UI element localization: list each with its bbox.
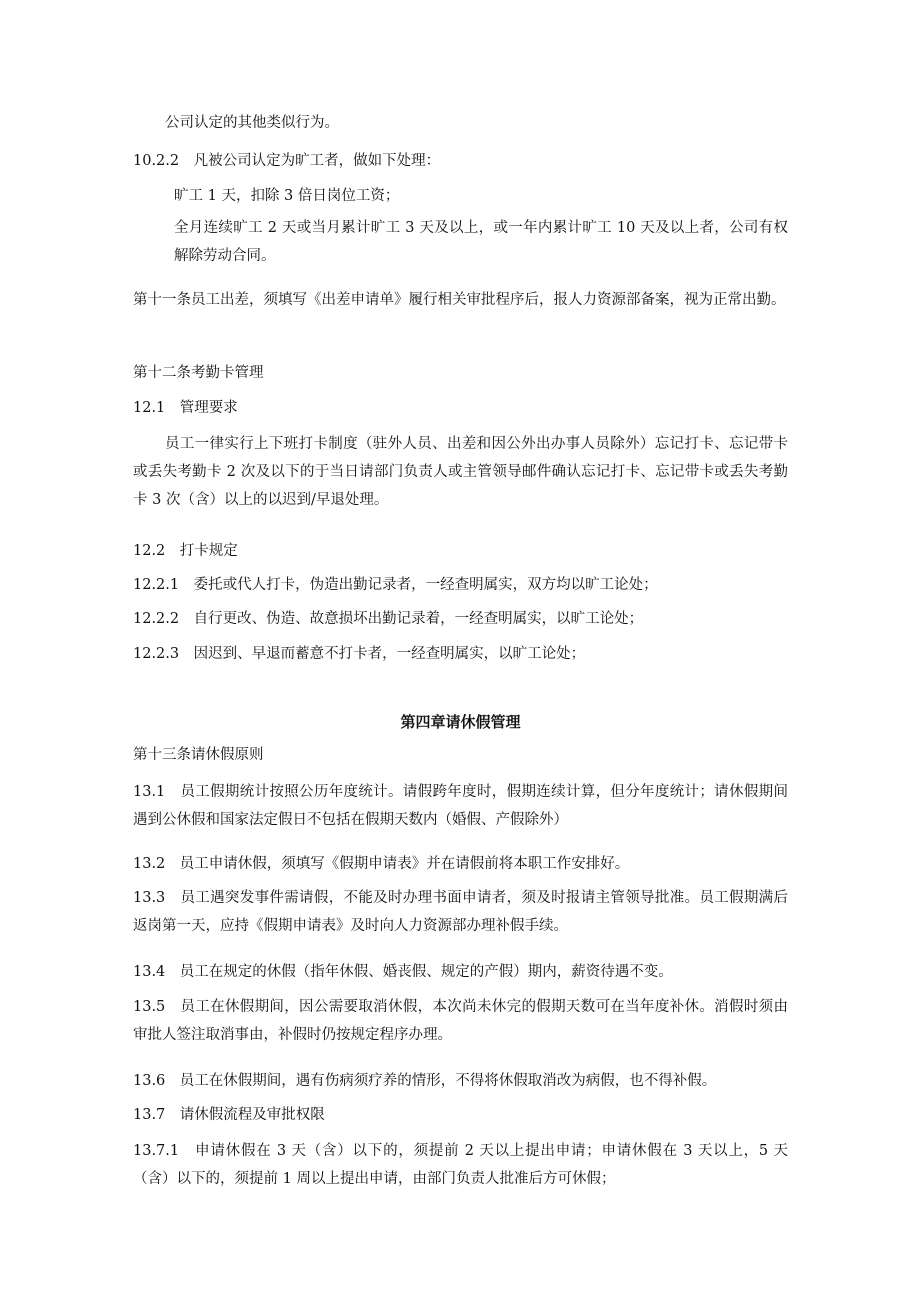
- chapter-4-title: 第四章请休假管理: [400, 713, 521, 731]
- paragraph-absence-one-day: 旷工 1 天，扣除 3 倍日岗位工资；: [174, 188, 400, 204]
- paragraph-absence-termination-text: 全月连续旷工 2 天或当月累计旷工 3 天及以上，或一年内累计旷工 10 天及以上者，公司有权解除劳动合同。: [174, 220, 788, 264]
- clause-12-2: 12.2 打卡规定: [133, 543, 238, 559]
- clause-13-5: 13.5 员工在休假期间，因公需要取消休假，本次尚未休完的假期天数可在当年度补休。消假时须由审批人签注取消事由，补假时仍按规定程序办理。: [133, 999, 788, 1043]
- clause-13-1: 13.1 员工假期统计按照公历年度统计。请假跨年度时，假期连续计算，但分年度统计；请休假期间遇到公休假和国家法定假日不包括在假期天数内（婚假、产假除外）: [133, 784, 788, 828]
- clause-12-2-1: 12.2.1 委托或代人打卡，伪造出勤记录者，一经查明属实，双方均以旷工论处；: [133, 577, 658, 593]
- clause-12-2-2: 12.2.2 自行更改、伪造、故意损坏出勤记录着，一经查明属实，以旷工论处；: [133, 611, 644, 627]
- clause-13-3: 13.3 员工遇突发事件需请假，不能及时办理书面申请者，须及时报请主管领导批准。员工假期满后返岗第一天，应持《假期申请表》及时向人力资源部办理补假手续。: [133, 890, 788, 934]
- paragraph-absence-termination: [174, 214, 788, 270]
- clause-12-2-3: 12.2.3 因迟到、早退而蓄意不打卡者，一经查明属实，以旷工论处；: [133, 646, 586, 662]
- paragraph-punch-card-system: 员工一律实行上下班打卡制度（驻外人员、出差和因公外出办事人员除外）忘记打卡、忘记带卡或丢失考勤卡 2 次及以下的于当日请部门负责人或主管领导邮件确认忘记打卡、忘记带卡或丢失考勤卡 3 次（含）以上的以迟到/早退处理。: [133, 436, 788, 508]
- clause-13-2: 13.2 员工申请休假，须填写《假期申请表》并在请假前将本职工作安排好。: [133, 856, 630, 872]
- clause-13-7: 13.7 请休假流程及审批权限: [133, 1107, 325, 1123]
- clause-13-4: 13.4 员工在规定的休假（指年休假、婚丧假、规定的产假）期内，薪资待遇不变。: [133, 964, 673, 980]
- article-12-title: 第十二条考勤卡管理: [133, 365, 264, 381]
- article-11-business-trip: 第十一条员工出差，须填写《出差申请单》履行相关审批程序后，报人力资源部备案，视为正常出勤。: [133, 292, 786, 308]
- clause-12-1: 12.1 管理要求: [133, 400, 238, 416]
- article-13-title: 第十三条请休假原则: [133, 747, 264, 763]
- clause-10-2-2: 10.2.2 凡被公司认定为旷工者，做如下处理：: [133, 153, 441, 169]
- clause-13-7-1: 13.7.1 申请休假在 3 天（含）以下的，须提前 2 天以上提出申请；申请休假在 3 天以上，5 天（含）以下的，须提前 1 周以上提出申请，由部门负责人批准后方可休假；: [133, 1143, 788, 1187]
- clause-13-6: 13.6 员工在休假期间，遇有伤病须疗养的情形，不得将休假取消改为病假，也不得补假。: [133, 1073, 717, 1089]
- paragraph-other-similar-behavior: 公司认定的其他类似行为。: [165, 115, 339, 131]
